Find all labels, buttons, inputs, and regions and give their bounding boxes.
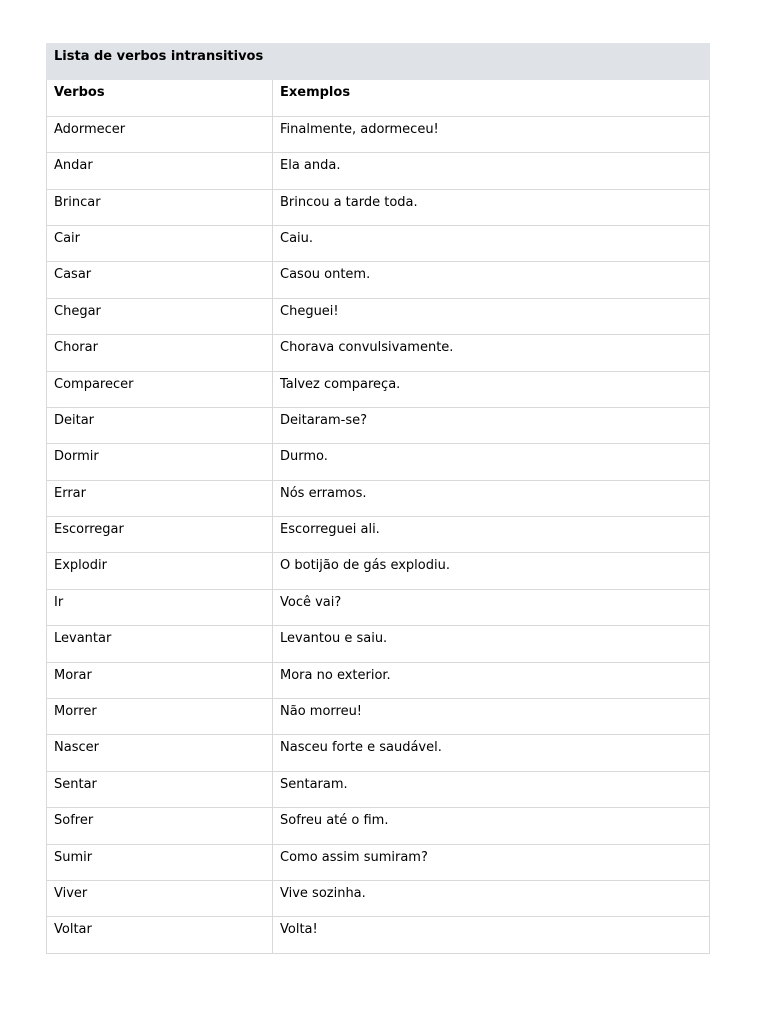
table-row xyxy=(47,189,710,225)
table-row xyxy=(47,480,710,516)
verb-cell: Chorar xyxy=(47,335,273,371)
verb-cell: Nascer xyxy=(47,735,273,771)
verb-cell: Ir xyxy=(47,589,273,625)
table-row xyxy=(47,844,710,880)
verbs-table xyxy=(46,43,710,954)
example-cell: Volta! xyxy=(273,917,710,953)
example-cell: Mora no exterior. xyxy=(273,662,710,698)
table-row xyxy=(47,735,710,771)
table-row xyxy=(47,298,710,334)
table-row xyxy=(47,371,710,407)
example-cell: Sofreu até o fim. xyxy=(273,808,710,844)
table-row xyxy=(47,262,710,298)
verb-cell: Sumir xyxy=(47,844,273,880)
verb-cell: Dormir xyxy=(47,444,273,480)
example-cell: Nasceu forte e saudável. xyxy=(273,735,710,771)
table-header-row xyxy=(47,80,710,116)
table-row xyxy=(47,662,710,698)
table-row xyxy=(47,553,710,589)
verb-cell: Cair xyxy=(47,225,273,261)
example-cell: Caiu. xyxy=(273,225,710,261)
table-row xyxy=(47,407,710,443)
table-row xyxy=(47,517,710,553)
verb-cell: Chegar xyxy=(47,298,273,334)
example-cell: Como assim sumiram? xyxy=(273,844,710,880)
verb-cell: Andar xyxy=(47,153,273,189)
table-row xyxy=(47,699,710,735)
example-cell: Nós erramos. xyxy=(273,480,710,516)
example-cell: Durmo. xyxy=(273,444,710,480)
table-row xyxy=(47,335,710,371)
verb-cell: Sofrer xyxy=(47,808,273,844)
example-cell: Finalmente, adormeceu! xyxy=(273,116,710,152)
table-row xyxy=(47,225,710,261)
verb-cell: Comparecer xyxy=(47,371,273,407)
table-row xyxy=(47,589,710,625)
verb-cell: Adormecer xyxy=(47,116,273,152)
column-header-verbs: Verbos xyxy=(47,80,273,116)
table-row xyxy=(47,153,710,189)
verb-cell: Morrer xyxy=(47,699,273,735)
table-row xyxy=(47,808,710,844)
table-row xyxy=(47,917,710,953)
table-row xyxy=(47,880,710,916)
verb-cell: Escorregar xyxy=(47,517,273,553)
example-cell: Talvez compareça. xyxy=(273,371,710,407)
example-cell: Escorreguei ali. xyxy=(273,517,710,553)
verb-cell: Viver xyxy=(47,880,273,916)
example-cell: Sentaram. xyxy=(273,771,710,807)
table-row xyxy=(47,771,710,807)
example-cell: Ela anda. xyxy=(273,153,710,189)
column-header-examples: Exemplos xyxy=(273,80,710,116)
verb-cell: Brincar xyxy=(47,189,273,225)
example-cell: Brincou a tarde toda. xyxy=(273,189,710,225)
verb-cell: Deitar xyxy=(47,407,273,443)
table-row xyxy=(47,116,710,152)
table-row xyxy=(47,626,710,662)
example-cell: Vive sozinha. xyxy=(273,880,710,916)
table-title: Lista de verbos intransitivos xyxy=(47,44,710,80)
verb-cell: Errar xyxy=(47,480,273,516)
example-cell: Deitaram-se? xyxy=(273,407,710,443)
verb-cell: Levantar xyxy=(47,626,273,662)
example-cell: Chorava convulsivamente. xyxy=(273,335,710,371)
verb-cell: Morar xyxy=(47,662,273,698)
example-cell: Não morreu! xyxy=(273,699,710,735)
example-cell: Casou ontem. xyxy=(273,262,710,298)
example-cell: Levantou e saiu. xyxy=(273,626,710,662)
verb-cell: Voltar xyxy=(47,917,273,953)
table-title-row xyxy=(47,44,710,80)
table-row xyxy=(47,444,710,480)
example-cell: O botijão de gás explodiu. xyxy=(273,553,710,589)
verb-cell: Sentar xyxy=(47,771,273,807)
verb-cell: Explodir xyxy=(47,553,273,589)
example-cell: Você vai? xyxy=(273,589,710,625)
example-cell: Cheguei! xyxy=(273,298,710,334)
verb-cell: Casar xyxy=(47,262,273,298)
